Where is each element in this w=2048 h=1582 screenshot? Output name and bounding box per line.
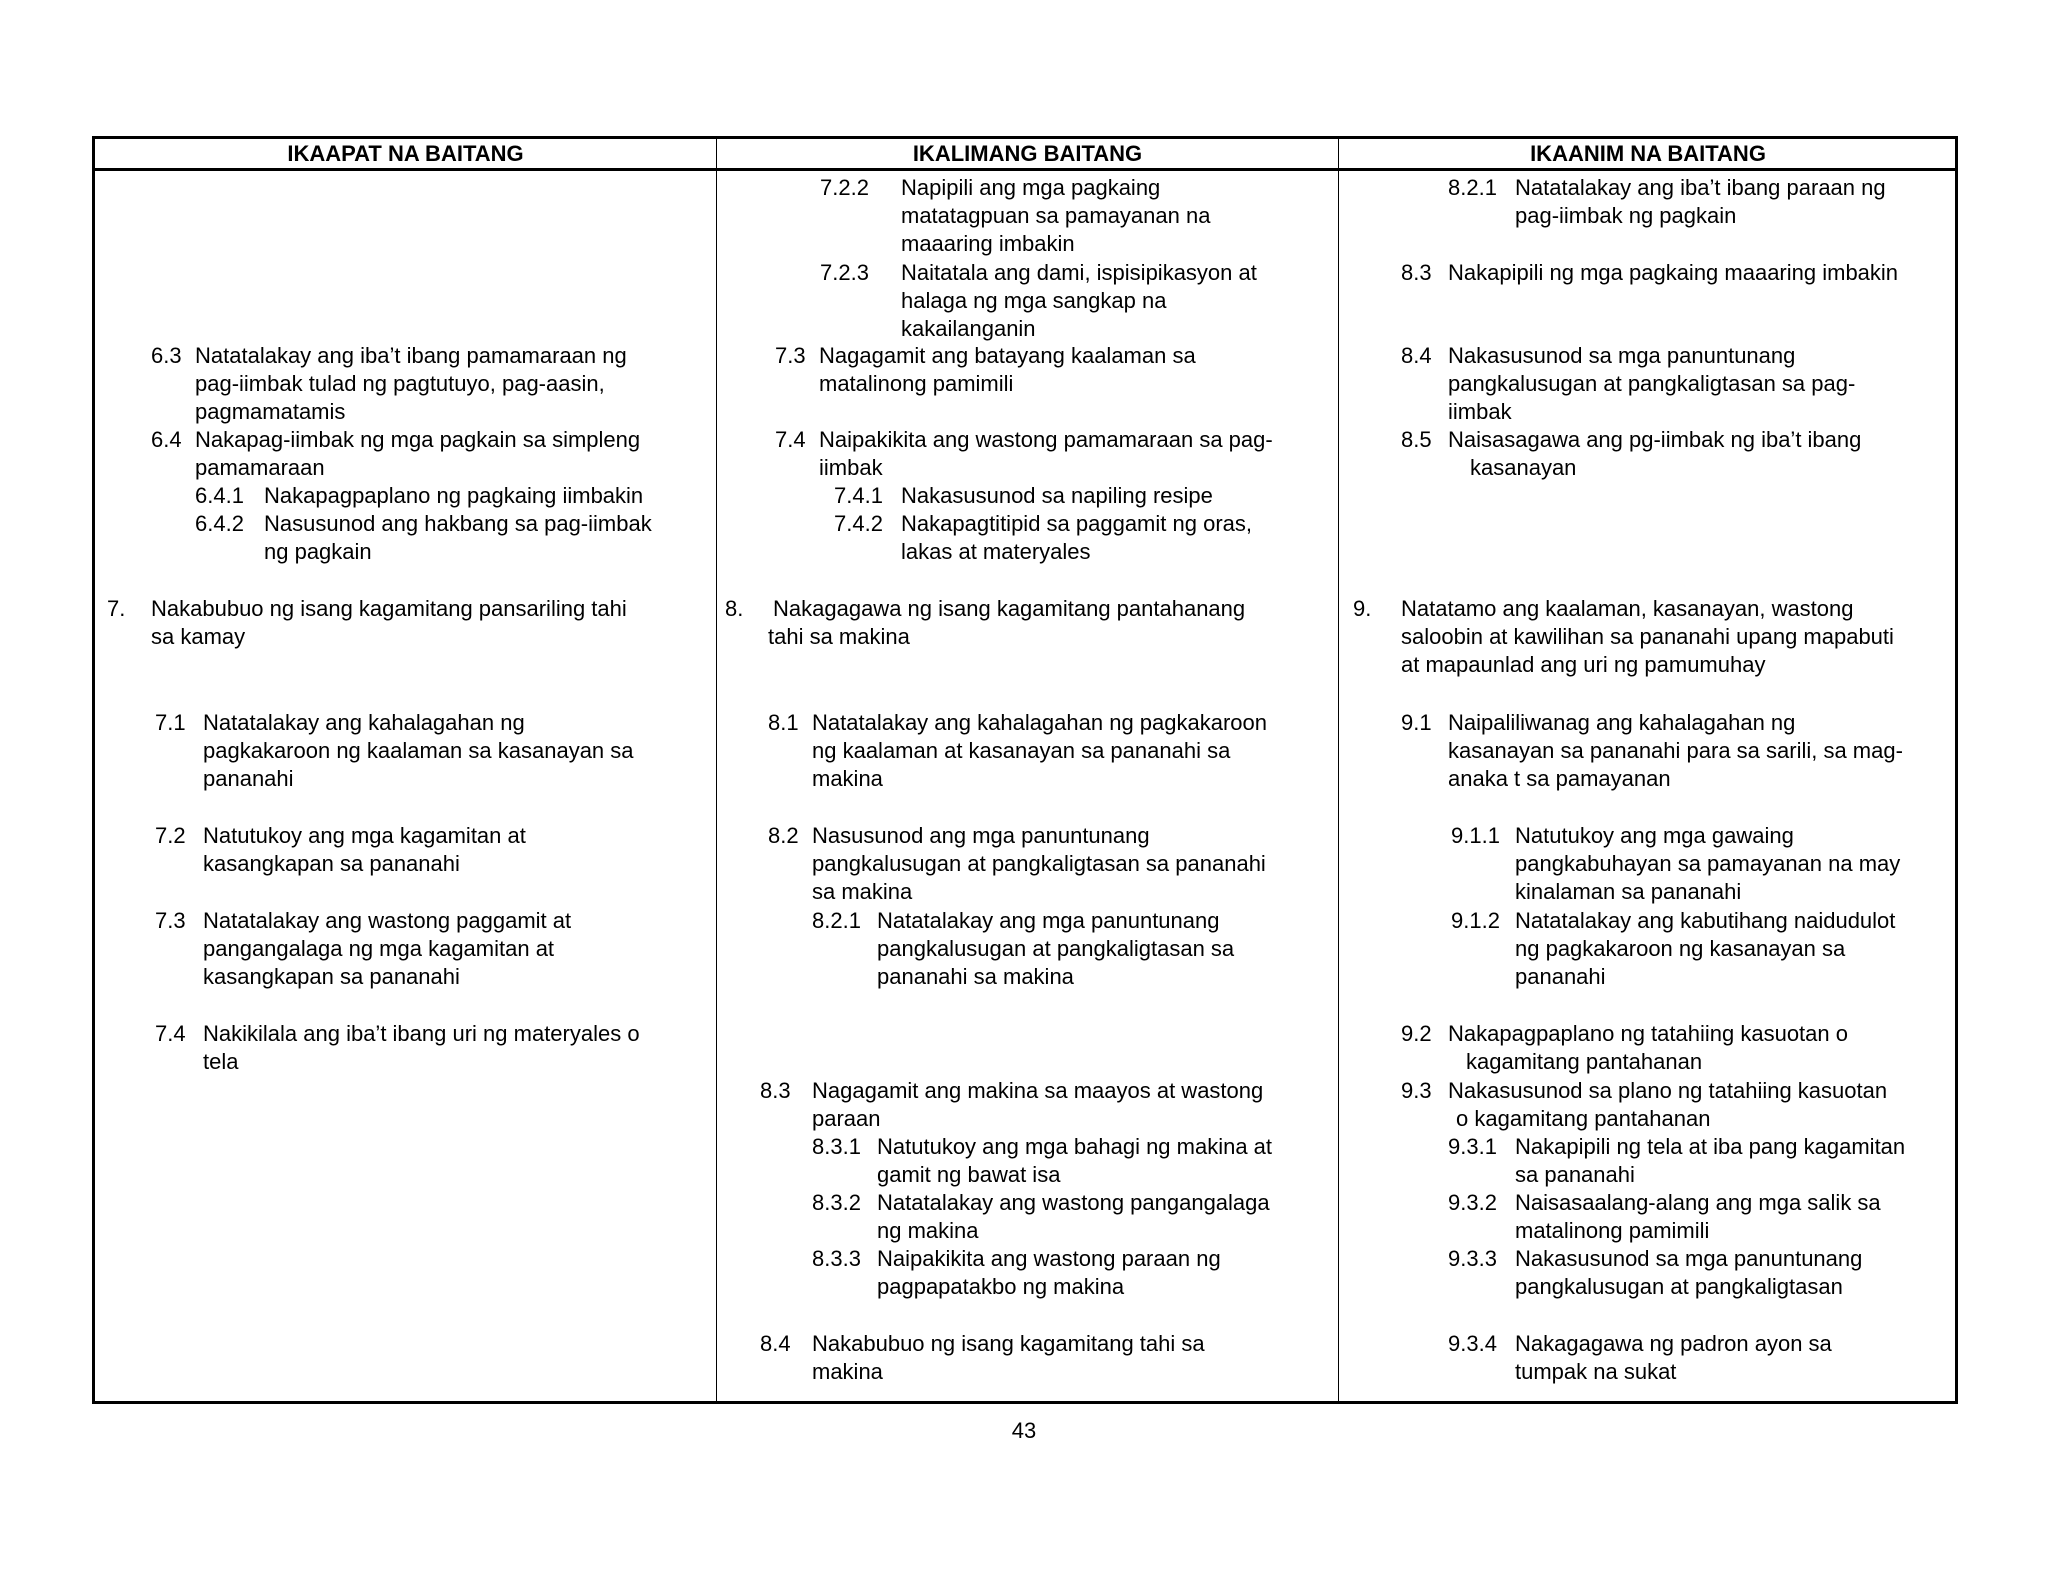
item-text-line: kakailanganin bbox=[901, 316, 1036, 341]
item-number: 9.2 bbox=[1401, 1021, 1432, 1046]
item-text-line: pangangalaga ng mga kagamitan at bbox=[203, 936, 555, 961]
item-text-line: Nakapipili ng tela at iba pang kagamitan bbox=[1515, 1134, 1906, 1159]
item-text-line: Natatalakay ang wastong paggamit at bbox=[203, 908, 572, 933]
item-text-line: Naipaliliwanag ang kahalagahan ng bbox=[1448, 710, 1796, 735]
item-text-line: anaka t sa pamayanan bbox=[1448, 766, 1671, 791]
item-text-line: pangkalusugan at pangkaligtasan sa pag- bbox=[1448, 371, 1856, 396]
item-number: 8.3 bbox=[1401, 260, 1432, 285]
item-text-line: pamamaraan bbox=[195, 455, 325, 480]
item-number: 9.3.2 bbox=[1448, 1190, 1497, 1215]
item-text-line: gamit ng bawat isa bbox=[877, 1162, 1061, 1187]
item-text-line: pagkakaroon ng kaalaman sa kasanayan sa bbox=[203, 738, 634, 763]
item-text-line: Natatalakay ang wastong pangangalaga bbox=[877, 1190, 1270, 1215]
item-number: 8.2.1 bbox=[812, 908, 861, 933]
item-number: 7.4.1 bbox=[834, 483, 883, 508]
item-text-line: makina bbox=[812, 1359, 883, 1384]
item-number: 9.3.1 bbox=[1448, 1134, 1497, 1159]
item-text-line: pangkalusugan at pangkaligtasan sa pananahi bbox=[812, 851, 1266, 876]
item-number: 7.3 bbox=[775, 343, 806, 368]
item-text-line: Naitatala ang dami, ispisipikasyon at bbox=[901, 260, 1257, 285]
column-divider bbox=[1338, 139, 1339, 1401]
item-text-line: Nakasusunod sa napiling resipe bbox=[901, 483, 1213, 508]
page-number: 43 bbox=[1011, 1418, 1037, 1443]
item-number: 6.3 bbox=[151, 343, 182, 368]
item-text-line: Naipakikita ang wastong pamamaraan sa pag- bbox=[819, 427, 1273, 452]
item-text-line: Nakapipili ng mga pagkaing maaaring imbakin bbox=[1448, 260, 1899, 285]
header-ikalima: IKALIMANG BAITANG bbox=[912, 141, 1143, 166]
item-number: 8.3 bbox=[760, 1078, 791, 1103]
item-text-line: Nasusunod ang hakbang sa pag-iimbak bbox=[264, 511, 652, 536]
item-text-line: at mapaunlad ang uri ng pamumuhay bbox=[1401, 652, 1766, 677]
item-text-line: pagpapatakbo ng makina bbox=[877, 1274, 1125, 1299]
item-text-line: makina bbox=[812, 766, 883, 791]
item-text-line: Natatalakay ang kahalagahan ng pagkakaroon bbox=[812, 710, 1268, 735]
item-text-line: pag-iimbak ng pagkain bbox=[1515, 203, 1737, 228]
item-text-line: Nagagamit ang makina sa maayos at wastong bbox=[812, 1078, 1264, 1103]
item-number: 8.5 bbox=[1401, 427, 1432, 452]
item-number: 7.3 bbox=[155, 908, 186, 933]
item-text-line: Natatamo ang kaalaman, kasanayan, wastong bbox=[1401, 596, 1854, 621]
item-text-line: pagmamatamis bbox=[195, 399, 346, 424]
item-text-line: Napipili ang mga pagkaing bbox=[901, 175, 1161, 200]
item-number: 8.4 bbox=[1401, 343, 1432, 368]
item-text-line: Nakikilala ang iba’t ibang uri ng materyales o bbox=[203, 1021, 640, 1046]
item-text-line: iimbak bbox=[1448, 399, 1512, 424]
item-number: 8.3.1 bbox=[812, 1134, 861, 1159]
item-text-line: kasangkapan sa pananahi bbox=[203, 964, 460, 989]
item-text-line: matalinong pamimili bbox=[819, 371, 1014, 396]
item-text-line: Nasusunod ang mga panuntunang bbox=[812, 823, 1150, 848]
item-text-line: Nakapagpaplano ng pagkaing iimbakin bbox=[264, 483, 644, 508]
item-text-line: pangkalusugan at pangkaligtasan sa bbox=[877, 936, 1235, 961]
item-number: 8.1 bbox=[768, 710, 799, 735]
item-text-line: o kagamitang pantahanan bbox=[1456, 1106, 1711, 1131]
item-text-line: tahi sa makina bbox=[768, 624, 910, 649]
item-text-line: Naipakikita ang wastong paraan ng bbox=[877, 1246, 1221, 1271]
item-text-line: halaga ng mga sangkap na bbox=[901, 288, 1167, 313]
item-text-line: kasanayan sa pananahi para sa sarili, sa mag- bbox=[1448, 738, 1903, 763]
header-ikaanim: IKAANIM NA BAITANG bbox=[1530, 141, 1766, 166]
item-text-line: Nakapagpaplano ng tatahiing kasuotan o bbox=[1448, 1021, 1848, 1046]
item-number: 7.2.3 bbox=[820, 260, 869, 285]
item-text-line: Natutukoy ang mga kagamitan at bbox=[203, 823, 526, 848]
item-number: 7.2.2 bbox=[820, 175, 869, 200]
item-text-line: Nakabubuo ng isang kagamitang tahi sa bbox=[812, 1331, 1205, 1356]
item-number: 7.4.2 bbox=[834, 511, 883, 536]
column-divider bbox=[716, 139, 717, 1401]
item-number: 6.4.2 bbox=[195, 511, 244, 536]
item-text-line: Nakabubuo ng isang kagamitang pansariling tahi bbox=[151, 596, 627, 621]
item-number: 8.3.3 bbox=[812, 1246, 861, 1271]
item-text-line: saloobin at kawilihan sa pananahi upang mapabuti bbox=[1401, 624, 1894, 649]
item-text-line: matatagpuan sa pamayanan na bbox=[901, 203, 1211, 228]
item-text-line: Natatalakay ang kabutihang naidudulot bbox=[1515, 908, 1896, 933]
item-number: 9. bbox=[1353, 596, 1372, 621]
item-number: 8.3.2 bbox=[812, 1190, 861, 1215]
item-text-line: ng pagkain bbox=[264, 539, 372, 564]
item-number: 9.1.1 bbox=[1451, 823, 1500, 848]
item-number: 7.2 bbox=[155, 823, 186, 848]
item-text-line: sa pananahi bbox=[1515, 1162, 1635, 1187]
item-text-line: Naisasaalang-alang ang mga salik sa bbox=[1515, 1190, 1881, 1215]
item-number: 7.1 bbox=[155, 710, 186, 735]
item-text-line: kasanayan bbox=[1470, 455, 1577, 480]
item-text-line: Nakapag-iimbak ng mga pagkain sa simpleng bbox=[195, 427, 641, 452]
item-text-line: ng pagkakaroon ng kasanayan sa bbox=[1515, 936, 1846, 961]
item-text-line: sa makina bbox=[812, 879, 913, 904]
header-ikaapat: IKAAPAT NA BAITANG bbox=[287, 141, 524, 166]
item-text-line: Nakagagawa ng padron ayon sa bbox=[1515, 1331, 1832, 1356]
item-number: 9.3 bbox=[1401, 1078, 1432, 1103]
item-text-line: kinalaman sa pananahi bbox=[1515, 879, 1742, 904]
item-text-line: Natutukoy ang mga gawaing bbox=[1515, 823, 1794, 848]
item-number: 9.3.4 bbox=[1448, 1331, 1497, 1356]
item-number: 8.4 bbox=[760, 1331, 791, 1356]
item-text-line: Natutukoy ang mga bahagi ng makina at bbox=[877, 1134, 1273, 1159]
item-number: 7.4 bbox=[775, 427, 806, 452]
item-text-line: pananahi bbox=[203, 766, 294, 791]
item-number: 8.2.1 bbox=[1448, 175, 1497, 200]
item-text-line: sa kamay bbox=[151, 624, 246, 649]
item-number: 7.4 bbox=[155, 1021, 186, 1046]
item-text-line: Natatalakay ang mga panuntunang bbox=[877, 908, 1220, 933]
item-text-line: tela bbox=[203, 1049, 239, 1074]
item-text-line: pananahi bbox=[1515, 964, 1606, 989]
item-text-line: Natatalakay ang iba’t ibang pamamaraan ng bbox=[195, 343, 627, 368]
item-text-line: pangkabuhayan sa pamayanan na may bbox=[1515, 851, 1901, 876]
item-text-line: lakas at materyales bbox=[901, 539, 1091, 564]
item-number: 7. bbox=[107, 596, 126, 621]
item-text-line: kasangkapan sa pananahi bbox=[203, 851, 460, 876]
item-text-line: ng makina bbox=[877, 1218, 979, 1243]
item-number: 6.4.1 bbox=[195, 483, 244, 508]
item-text-line: Natatalakay ang kahalagahan ng bbox=[203, 710, 525, 735]
item-text-line: pag-iimbak tulad ng pagtutuyo, pag-aasin, bbox=[195, 371, 605, 396]
item-text-line: Naisasagawa ang pg-iimbak ng iba’t ibang bbox=[1448, 427, 1862, 452]
item-text-line: pangkalusugan at pangkaligtasan bbox=[1515, 1274, 1843, 1299]
item-number: 9.1 bbox=[1401, 710, 1432, 735]
item-text-line: pananahi sa makina bbox=[877, 964, 1074, 989]
item-text-line: iimbak bbox=[819, 455, 883, 480]
item-text-line: Nakapagtitipid sa paggamit ng oras, bbox=[901, 511, 1252, 536]
item-text-line: paraan bbox=[812, 1106, 881, 1131]
item-text-line: maaaring imbakin bbox=[901, 231, 1075, 256]
item-text-line: Nagagamit ang batayang kaalaman sa bbox=[819, 343, 1196, 368]
item-number: 8. bbox=[725, 596, 744, 621]
item-text-line: Nakasusunod sa mga panuntunang bbox=[1448, 343, 1796, 368]
item-number: 9.1.2 bbox=[1451, 908, 1500, 933]
item-text-line: matalinong pamimili bbox=[1515, 1218, 1710, 1243]
item-text-line: Nakagagawa ng isang kagamitang pantahanang bbox=[773, 596, 1246, 621]
item-number: 9.3.3 bbox=[1448, 1246, 1497, 1271]
item-text-line: Nakasusunod sa mga panuntunang bbox=[1515, 1246, 1863, 1271]
item-number: 8.2 bbox=[768, 823, 799, 848]
item-text-line: ng kaalaman at kasanayan sa pananahi sa bbox=[812, 738, 1231, 763]
table-header-row bbox=[95, 139, 1955, 171]
item-text-line: tumpak na sukat bbox=[1515, 1359, 1677, 1384]
item-text-line: Natatalakay ang iba’t ibang paraan ng bbox=[1515, 175, 1886, 200]
item-number: 6.4 bbox=[151, 427, 182, 452]
item-text-line: kagamitang pantahanan bbox=[1466, 1049, 1703, 1074]
item-text-line: Nakasusunod sa plano ng tatahiing kasuotan bbox=[1448, 1078, 1888, 1103]
